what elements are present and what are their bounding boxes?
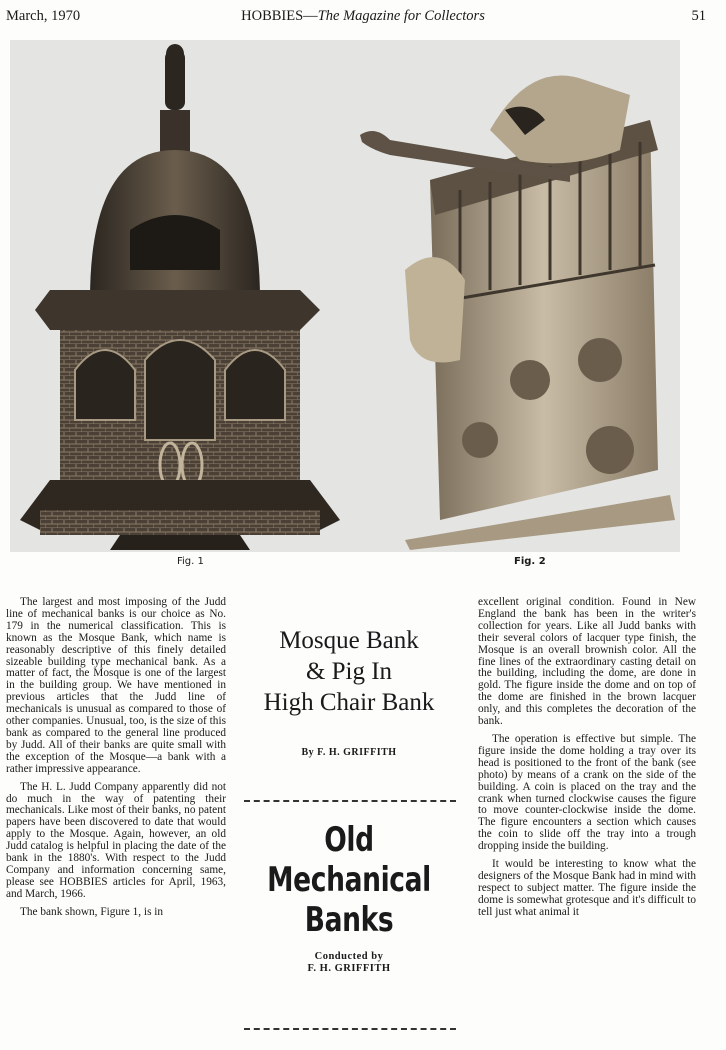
department-author: F. H. GRIFFITH bbox=[307, 962, 391, 974]
conducted-by-label: Conducted by bbox=[314, 951, 384, 962]
figure-1-caption: Fig. 1 bbox=[177, 556, 204, 567]
title-line: Mosque Bank bbox=[279, 627, 419, 654]
magazine-subtitle: The Magazine for Collectors bbox=[317, 8, 485, 24]
magazine-name: HOBBIES— bbox=[241, 8, 318, 24]
bank-photo-illustration bbox=[10, 40, 680, 552]
department-credit bbox=[240, 951, 458, 974]
paragraph: The H. L. Judd Company apparently did not do much in the way of patenting their mechanicals. Like most of their banks, no patent papers have been discovered to date that would apply to the Mosque. Again, however, an old Judd catalog is helpful in placing the date of the bank in the 1880's. With respect to the Judd Company and information concerning same, please see HOBBIES articles for April, 1963, and March, 1966. bbox=[6, 780, 226, 900]
header-magazine bbox=[0, 8, 726, 25]
paragraph: The largest and most imposing of the Judd line of mechanical banks is our choice as No. 179 in the numerical classification. This is known as the Mosque Bank, which name is reasonably descriptive of this finely detailed sizeable building type mechanical bank. As a matter of fact, the Mosque is one of the largest in the building group. We have mentioned in previous articles that the Judd line of mechanicals is unusual as compared to those of other companies. Unusual, too, is the size of this bank as compared to the general line produced by Judd. All of their banks are quite small with the exception of the Mosque—a bank with a rather impressive appearance. bbox=[6, 596, 226, 775]
paragraph: It would be interesting to know what the designers of the Mosque Bank had in mind with respect to subject matter. The figure inside the dome is somewhat grotesque and it's difficult to tell just what animal it bbox=[478, 858, 696, 918]
paragraph: The bank shown, Figure 1, is in bbox=[20, 905, 164, 918]
department-heading bbox=[264, 820, 434, 940]
department-line: Mechanical bbox=[267, 860, 431, 900]
byline: By F. H. GRIFFITH bbox=[301, 747, 397, 758]
article-column-right bbox=[478, 597, 696, 925]
divider bbox=[244, 800, 456, 802]
title-line: High Chair Bank bbox=[263, 689, 435, 716]
department-line: Old bbox=[324, 820, 374, 860]
bank-photographs bbox=[10, 40, 680, 552]
divider bbox=[244, 1028, 456, 1030]
paragraph: excellent original condition. Found in New England the bank has been in the writer's collection for years. Like all Judd banks with their several colors of lacquer type finish, the Mosque is an overall brownish color. All the fine lines of the extraordinary casting detail on the building, including the dome, are done in gold. The figure inside the dome and on top of the dome are finished in the brown lacquer only, and this completes the decoration of the bank. bbox=[478, 596, 696, 728]
article-column-left bbox=[6, 597, 226, 925]
paragraph: The operation is effective but simple. The figure inside the dome holding a tray over its head is positioned to the front of the bank (see photo) by means of a crank on the side of the building. A coin is placed on the tray and the crank when turned clockwise causes the figure to move counter-clockwise inside the dome. The figure encounters a section which causes the coin to slide off the tray into a trough dropping inside the building. bbox=[478, 732, 696, 853]
page-number: 51 bbox=[691, 8, 706, 24]
article-title bbox=[240, 625, 458, 718]
department-line: Banks bbox=[304, 900, 394, 940]
header-date: March, 1970 bbox=[6, 8, 81, 24]
figure-2-caption: Fig. 2 bbox=[514, 556, 546, 567]
title-line: & Pig In bbox=[305, 658, 393, 685]
